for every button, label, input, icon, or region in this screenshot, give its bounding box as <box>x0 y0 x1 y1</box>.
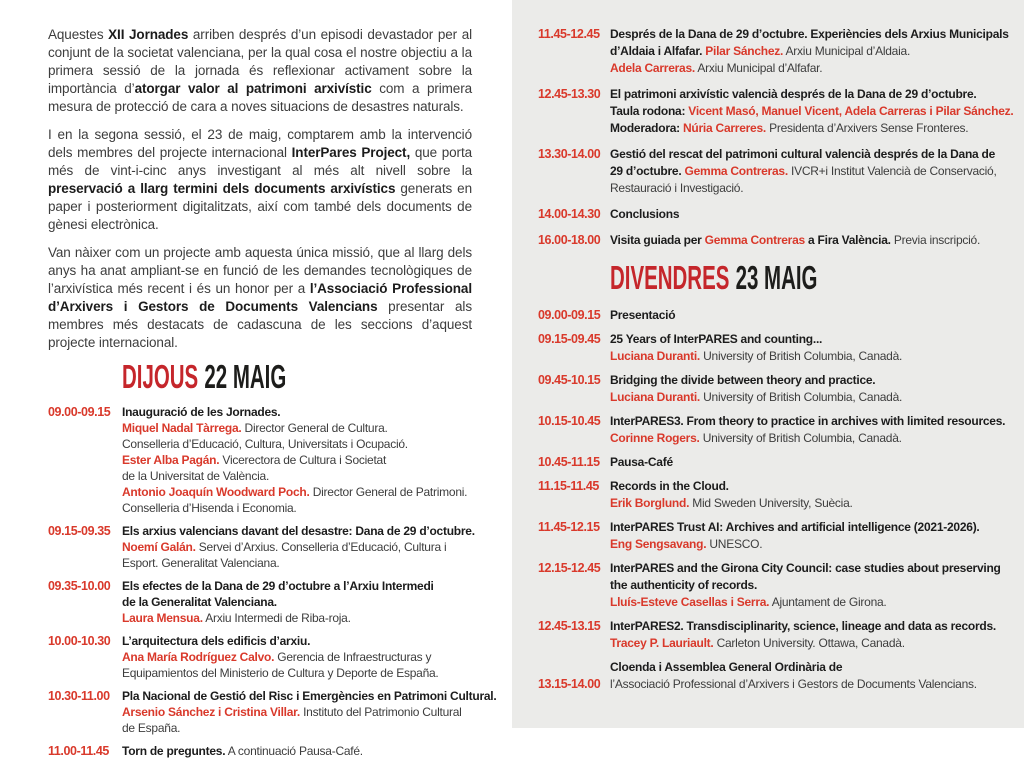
schedule-item <box>538 206 1010 223</box>
schedule-line <box>610 163 1010 180</box>
schedule-line <box>610 103 1014 120</box>
text-segment: Ana María Rodríguez Calvo. <box>122 650 275 664</box>
schedule-line <box>610 454 1010 471</box>
day2-schedule <box>538 307 1010 693</box>
schedule-item <box>538 146 1010 197</box>
schedule-time: 10.45-11.15 <box>538 455 600 469</box>
text-segment: Corinne Rogers. <box>610 431 700 445</box>
schedule-line <box>610 372 1010 389</box>
text-segment: Erik Borglund. <box>610 496 690 510</box>
schedule-content <box>610 519 1010 553</box>
text-segment: a Fira València. <box>804 233 891 247</box>
text-segment: Arxiu Intermedi de Riba-roja. <box>202 611 351 625</box>
text-segment: Ajuntament de Girona. <box>769 595 887 609</box>
text-segment: Servei d’Arxius. Conselleria d’Educació, Cultura i <box>195 540 447 554</box>
schedule-line <box>610 146 1010 163</box>
schedule-content <box>610 146 1010 197</box>
text-segment: InterPARES3. From theory to practice in archives with limited resources. <box>610 414 1006 428</box>
schedule-line <box>610 495 1010 512</box>
schedule-line <box>610 206 1010 223</box>
schedule-content <box>122 688 497 736</box>
schedule-line <box>122 436 472 452</box>
text-segment: Instituto del Patrimonio Cultural <box>300 705 462 719</box>
text-segment: UNESCO. <box>706 537 763 551</box>
text-segment: l’Associació Professional d’Arxivers i Gestors de Documents Valencians <box>48 281 472 314</box>
text-segment: I en la segona sessió, el 23 de maig, comptarem amb la intervenció dels membres del projecte internacional <box>48 127 472 160</box>
text-segment: Bridging the divide between theory and practice. <box>610 373 876 387</box>
schedule-content <box>610 232 1010 249</box>
text-segment: University of British Columbia, Canadà. <box>700 390 903 404</box>
schedule-line <box>122 665 472 681</box>
schedule-line <box>610 519 1010 536</box>
text-segment: Presentació <box>610 308 676 322</box>
text-segment: Els efectes de la Dana de 29 d’octubre a l’Arxiu Intermedi <box>122 579 434 593</box>
day2-heading-date: 23 MAIG <box>735 259 818 296</box>
text-segment: de la Universitat de València. <box>122 469 270 483</box>
schedule-time: 11.45-12.45 <box>538 27 600 41</box>
text-segment: Mid Sweden University, Suècia. <box>689 496 853 510</box>
schedule-time: 12.45-13.30 <box>538 87 601 101</box>
text-segment: atorgar valor al patrimoni arxivístic <box>134 81 372 96</box>
text-segment: InterPares Project, <box>291 145 411 160</box>
schedule-time: 13.15-14.00 <box>538 677 601 691</box>
schedule-item <box>538 478 1010 512</box>
schedule-line <box>610 307 1010 324</box>
schedule-line <box>610 26 1010 43</box>
schedule-item <box>538 372 1010 406</box>
schedule-line <box>610 413 1010 430</box>
day1-afternoon-schedule <box>538 26 1014 249</box>
text-segment: Vicent Masó, Manuel Vicent, Adela Carreras i Pilar Sánchez. <box>688 104 1014 118</box>
schedule-line <box>122 688 497 704</box>
schedule-item <box>538 659 1010 693</box>
schedule-content <box>610 86 1014 137</box>
schedule-time: 13.30-14.00 <box>538 147 601 161</box>
text-segment: Aquestes <box>48 27 109 42</box>
schedule-content <box>610 659 1010 693</box>
text-segment: Vicerectora de Cultura i Societat <box>219 453 387 467</box>
text-segment: Noemí Galán. <box>122 540 196 554</box>
schedule-line <box>610 430 1010 447</box>
schedule-line <box>610 659 1010 676</box>
text-segment: Núria Carreres. <box>683 121 766 135</box>
text-segment: Gestió del rescat del patrimoni cultural valencià després de la Dana de <box>610 147 996 161</box>
text-segment: InterPARES and the Girona City Council: case studies about preserving <box>610 561 1001 575</box>
text-segment: University of British Columbia, Canadà. <box>699 431 902 445</box>
text-segment: Eng Sengsavang. <box>610 537 707 551</box>
schedule-line <box>610 676 1010 693</box>
schedule-time: 09.15-09.45 <box>538 332 601 346</box>
schedule-content <box>610 560 1010 611</box>
schedule-time: 10.30-11.00 <box>48 689 110 703</box>
schedule-content <box>610 26 1010 77</box>
text-segment: Carleton University. Ottawa, Canadà. <box>713 636 905 650</box>
text-segment: Gemma Contreras <box>704 233 805 247</box>
schedule-item <box>48 523 475 571</box>
schedule-item <box>538 618 1010 652</box>
schedule-line <box>122 468 472 484</box>
text-segment: Records in the Cloud. <box>610 479 729 493</box>
schedule-content <box>122 633 472 681</box>
day1-heading-day-name: DIJOUS <box>122 358 199 395</box>
schedule-time: 12.45-13.15 <box>538 619 601 633</box>
schedule-line <box>122 420 472 436</box>
text-segment: Visita guiada per <box>610 233 705 247</box>
text-segment: com a primera mesura de protecció de cara a noves situacions de desastres naturals. <box>48 81 473 114</box>
schedule-line <box>122 500 472 516</box>
intro-paragraph <box>48 126 472 234</box>
right-column <box>512 0 1024 728</box>
text-segment: L’arquitectura dels edificis d’arxiu. <box>122 634 311 648</box>
schedule-time: 09.15-09.35 <box>48 524 111 538</box>
intro-paragraph <box>48 244 472 352</box>
text-segment: the authenticity of records. <box>610 578 758 592</box>
text-segment: Taula rodona: <box>610 104 689 118</box>
schedule-item <box>538 413 1010 447</box>
schedule-content <box>122 578 472 626</box>
text-segment: Previa inscripció. <box>890 233 981 247</box>
text-segment: Cloenda i Assemblea General Ordinària de <box>610 660 843 674</box>
schedule-item <box>538 26 1010 77</box>
schedule-item <box>538 519 1010 553</box>
schedule-content <box>610 307 1010 324</box>
text-segment: l’Associació Professional d’Arxivers i Gestors de Documents Valencians. <box>610 677 977 691</box>
text-segment: generats en paper i posteriorment digitalitzats, així com també dels documents de gènesi electrònica. <box>48 181 472 232</box>
text-segment: arriben després d’un episodi devastador per al conjunt de la societat valenciana, per la qual cosa el nostre objectiu a la primera sessió de la jornada és reflexionar activament sobre la importància d’ <box>48 27 472 96</box>
text-segment: Esport. Generalitat Valenciana. <box>122 556 280 570</box>
schedule-line <box>122 539 472 555</box>
schedule-line <box>610 232 1010 249</box>
schedule-time: 09.00-09.15 <box>48 405 111 419</box>
schedule-time: 11.15-11.45 <box>538 479 599 493</box>
schedule-item <box>48 633 472 681</box>
text-segment: 29 d’octubre. <box>610 164 685 178</box>
intro-section <box>48 26 472 352</box>
text-segment: Moderadora: <box>610 121 684 135</box>
text-segment: 25 Years of InterPARES and counting... <box>610 332 823 346</box>
text-segment: presentar als membres més destacats de cadascuna de les seccions d’aquest projecte internacional. <box>48 299 472 350</box>
schedule-line <box>610 577 1010 594</box>
text-segment: Conselleria d’Educació, Cultura, Universitats i Ocupació. <box>122 437 408 451</box>
text-segment: Ester Alba Pagán. <box>122 453 220 467</box>
schedule-item <box>48 404 472 516</box>
schedule-content <box>610 331 1010 365</box>
text-segment: El patrimoni arxivístic valencià després de la Dana de 29 d’octubre. <box>610 87 977 101</box>
schedule-time: 12.15-12.45 <box>538 561 601 575</box>
text-segment: Miquel Nadal Tàrrega. <box>122 421 242 435</box>
text-segment: Inauguració de les Jornades. <box>122 405 281 419</box>
schedule-content <box>122 523 475 571</box>
schedule-line <box>610 348 1010 365</box>
text-segment: Equipamientos del Ministerio de Cultura y Deporte de España. <box>122 666 439 680</box>
schedule-line <box>122 610 472 626</box>
schedule-time: 10.00-10.30 <box>48 634 111 648</box>
text-segment: A continuació Pausa-Café. <box>225 744 363 758</box>
text-segment: Torn de preguntes. <box>122 744 226 758</box>
text-segment: Pilar Sánchez. <box>705 44 784 58</box>
text-segment: Arxiu Municipal d’Aldaia. <box>783 44 911 58</box>
schedule-line <box>122 633 472 649</box>
day2-heading <box>610 259 858 296</box>
schedule-line <box>122 704 472 720</box>
schedule-line <box>610 86 1010 103</box>
text-segment: preservació a llarg termini dels documents arxivístics <box>48 181 396 196</box>
schedule-content <box>610 372 1010 406</box>
schedule-item <box>48 578 472 626</box>
text-segment: Lluís-Esteve Casellas i Serra. <box>610 595 770 609</box>
schedule-line <box>610 43 1010 60</box>
schedule-line <box>122 649 472 665</box>
schedule-time: 09.00-09.15 <box>538 308 601 322</box>
day2-heading-day-name: DIVENDRES <box>610 259 730 296</box>
schedule-content <box>610 454 1010 471</box>
schedule-line <box>122 452 472 468</box>
text-segment: Luciana Duranti. <box>610 390 701 404</box>
schedule-line <box>610 60 1010 77</box>
schedule-line <box>122 743 472 759</box>
text-segment: Pausa-Café <box>610 455 673 469</box>
day1-heading-date: 22 MAIG <box>204 358 287 395</box>
schedule-time: 09.45-10.15 <box>538 373 601 387</box>
schedule-line <box>610 594 1010 611</box>
text-segment: InterPARES2. Transdisciplinarity, science, lineage and data as records. <box>610 619 996 633</box>
text-segment: Arsenio Sánchez i Cristina Villar. <box>122 705 301 719</box>
text-segment: Laura Mensua. <box>122 611 203 625</box>
schedule-time: 16.00-18.00 <box>538 233 601 247</box>
left-column <box>0 0 512 758</box>
text-segment: de España. <box>122 721 181 735</box>
schedule-item <box>538 454 1010 471</box>
schedule-time: 09.35-10.00 <box>48 579 111 593</box>
schedule-line <box>610 389 1010 406</box>
schedule-time: 11.45-12.15 <box>538 520 600 534</box>
text-segment: Luciana Duranti. <box>610 349 701 363</box>
schedule-line <box>122 555 472 571</box>
schedule-content <box>610 478 1010 512</box>
text-segment: Gerencia de Infraestructuras y <box>274 650 432 664</box>
schedule-line <box>122 484 472 500</box>
schedule-item <box>538 232 1010 249</box>
schedule-item <box>538 307 1010 324</box>
day1-morning-schedule <box>48 404 497 759</box>
schedule-item <box>538 560 1010 611</box>
text-segment: InterPARES Trust AI: Archives and artificial intelligence (2021-2026). <box>610 520 980 534</box>
text-segment: Director General de Patrimoni. <box>309 485 468 499</box>
schedule-line <box>610 478 1010 495</box>
schedule-item <box>538 331 1010 365</box>
day1-heading <box>122 358 339 395</box>
text-segment: Pla Nacional de Gestió del Risc i Emergències en Patrimoni Cultural. <box>122 689 497 703</box>
schedule-line <box>122 594 472 610</box>
schedule-line <box>610 180 1010 197</box>
text-segment: que porta més de vint-i-cinc anys investigant al més alt nivell sobre la <box>48 145 473 178</box>
schedule-line <box>122 578 472 594</box>
schedule-item <box>48 688 497 736</box>
text-segment: Tracey P. Lauriault. <box>610 636 714 650</box>
schedule-line <box>610 331 1010 348</box>
text-segment: Conselleria d’Hisenda i Economia. <box>122 501 297 515</box>
text-segment: Després de la Dana de 29 d’octubre. Experiències dels Arxius Municipals <box>610 27 1009 41</box>
text-segment: Adela Carreras. <box>610 61 695 75</box>
schedule-content <box>122 404 472 516</box>
schedule-line <box>610 618 1010 635</box>
text-segment: Van nàixer com un projecte amb aquesta única missió, que al llarg dels anys ha anat ampliant-se en funció de les demandes tecnològiques de l’arxivística més recent i és un honor per a <box>48 245 472 296</box>
text-segment: Restauració i Investigació. <box>610 181 744 195</box>
schedule-line <box>610 120 1010 137</box>
text-segment: Gemma Contreras. <box>684 164 788 178</box>
schedule-line <box>122 523 475 539</box>
text-segment: Conclusions <box>610 207 680 221</box>
schedule-time: 10.15-10.45 <box>538 414 601 428</box>
schedule-item <box>48 743 472 759</box>
text-segment: Presidenta d’Arxivers Sense Fronteres. <box>765 121 969 135</box>
schedule-content <box>610 206 1010 223</box>
text-segment: d’Aldaia i Alfafar. <box>610 44 706 58</box>
schedule-line <box>610 635 1010 652</box>
schedule-time: 14.00-14.30 <box>538 207 601 221</box>
schedule-line <box>122 720 472 736</box>
schedule-line <box>610 536 1010 553</box>
text-segment: Director General de Cultura. <box>241 421 388 435</box>
schedule-content <box>610 413 1010 447</box>
schedule-content <box>122 743 472 759</box>
schedule-content <box>610 618 1010 652</box>
schedule-time: 11.00-11.45 <box>48 744 109 758</box>
intro-paragraph <box>48 26 472 116</box>
text-segment: Arxiu Municipal d’Alfafar. <box>694 61 823 75</box>
text-segment: Antonio Joaquín Woodward Poch. <box>122 485 310 499</box>
schedule-item <box>538 86 1014 137</box>
text-segment: Els arxius valencians davant del desastre: Dana de 29 d’octubre. <box>122 524 475 538</box>
text-segment: IVCR+i Institut Valencià de Conservació, <box>787 164 997 178</box>
text-segment: University of British Columbia, Canadà. <box>700 349 903 363</box>
schedule-line <box>610 560 1010 577</box>
schedule-line <box>122 404 472 420</box>
text-segment: XII Jornades <box>108 27 189 42</box>
text-segment: de la Generalitat Valenciana. <box>122 595 277 609</box>
